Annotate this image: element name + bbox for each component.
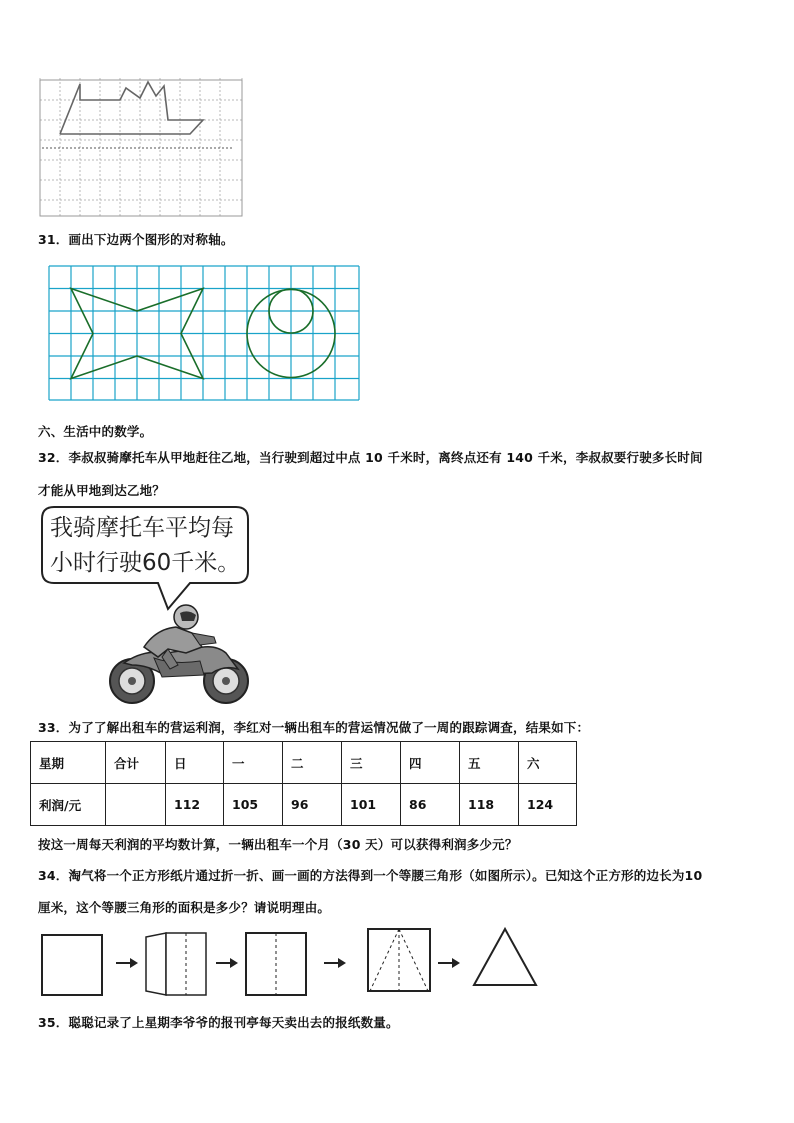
table-cell: 日 [166, 742, 224, 784]
arrow-icon [116, 958, 138, 968]
arrow-icon [438, 958, 460, 968]
table-cell: 合计 [106, 742, 166, 784]
table-cell: 二 [283, 742, 342, 784]
bubble-line-1: 我骑摩托车平均每 [50, 515, 234, 541]
folded-paper [146, 933, 206, 995]
table-cell: 118 [460, 784, 519, 826]
question-31: 31．画出下边两个图形的对称轴。 [38, 232, 234, 247]
table-cell: 86 [401, 784, 460, 826]
section-6-heading: 六、生活中的数学。 [38, 424, 153, 439]
table-cell: 星期 [31, 742, 106, 784]
table-cell: 三 [342, 742, 401, 784]
unfolded-paper [246, 933, 306, 995]
table-cell: 利润/元 [31, 784, 106, 826]
arrow-icon [216, 958, 238, 968]
arrow-icon [324, 958, 346, 968]
table-cell: 105 [224, 784, 283, 826]
table-cell: 一 [224, 742, 283, 784]
table-cell: 112 [166, 784, 224, 826]
table-cell: 四 [401, 742, 460, 784]
table-header-row [31, 742, 577, 784]
question-34-line1: 34．淘气将一个正方形纸片通过折一折、画一画的方法得到一个等腰三角形（如图所示）。已知这个正方形的边长为10 [38, 868, 703, 883]
table-cell: 101 [342, 784, 401, 826]
question-32-line1: 32．李叔叔骑摩托车从甲地赶往乙地，当行驶到超过中点 10 千米时，离终点还有 140 千米，李叔叔要行驶多长时间 [38, 450, 703, 465]
profit-table [30, 741, 577, 826]
square-paper [42, 935, 102, 995]
bubble-line-2: 小时行驶60千米。 [50, 550, 241, 576]
table-cell [106, 784, 166, 826]
question-32-line2: 才能从甲地到达乙地？ [38, 483, 166, 498]
folding-sequence-figure [38, 925, 548, 1000]
question-33-followup: 按这一周每天利润的平均数计算，一辆出租车一个月（30 天）可以获得利润多少元？ [38, 837, 518, 852]
isosceles-triangle [474, 929, 536, 985]
question-34-line2: 厘米，这个等腰三角形的面积是多少？请说明理由。 [38, 900, 331, 915]
table-row [31, 784, 577, 826]
table-cell: 五 [460, 742, 519, 784]
motorcycle-rider-illustration [104, 603, 254, 708]
table-cell: 124 [519, 784, 577, 826]
question-33: 33．为了了解出租车的营运利润，李红对一辆出租车的营运情况做了一周的跟踪调查，结果如下： [38, 720, 590, 735]
symmetry-grid-figure [47, 264, 361, 402]
question-35: 35．聪聪记录了上星期李爷爷的报刊亭每天卖出去的报纸数量。 [38, 1015, 399, 1030]
table-cell: 96 [283, 784, 342, 826]
ship-grid-figure [38, 78, 248, 218]
table-cell: 六 [519, 742, 577, 784]
drawn-triangle-paper [368, 929, 430, 991]
